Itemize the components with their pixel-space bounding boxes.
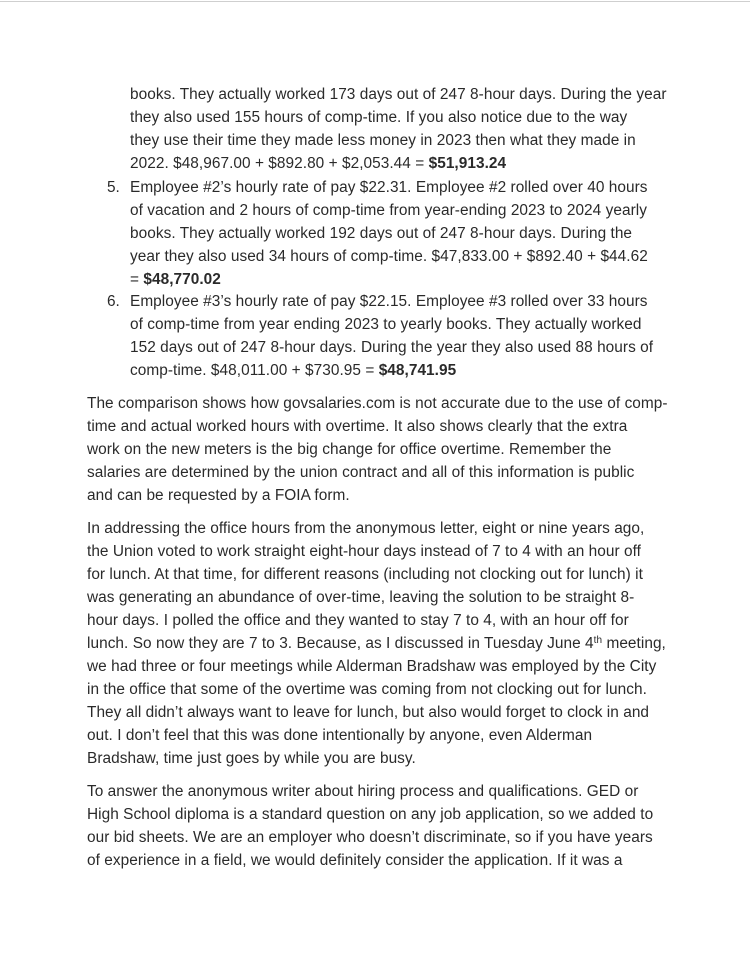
text-line: books. They actually worked 192 days out of 247 8-hour days. During the [130,225,633,242]
text-line: The comparison shows how govsalaries.com is not accurate due to the use of comp- [87,395,668,412]
text-line: High School diploma is a standard question on any job application, so we added to [87,806,654,823]
text-line: To answer the anonymous writer about hiring process and qualifications. GED or [87,783,639,800]
text-line: hour days. I polled the office and they wanted to stay 7 to 4, with an hour off for [87,612,629,629]
text-line: Bradshaw, time just goes by while you are busy. [87,750,416,767]
text-line: In addressing the office hours from the anonymous letter, eight or nine years ago, [87,520,645,537]
text-line: books. They actually worked 173 days out of 247 8-hour days. During the year [130,86,667,103]
text-line: was generating an abundance of over-time, leaving the solution to be straight 8- [87,589,635,606]
ordinal-superscript: th [593,635,603,646]
text-line [130,360,456,382]
text-line: out. I don’t feel that this was done intentionally by anyone, even Alderman [87,727,593,744]
text-segment: meeting, [602,635,666,652]
text-line: they use their time they made less money in 2023 then what they made in [130,132,636,149]
text-line: in the office that some of the overtime was coming from not clocking out for lunch. [87,681,647,698]
total-amount: $51,913.24 [428,155,507,172]
text-line: time and actual worked hours with overtime. It also shows clearly that the extra [87,418,628,435]
text-line: for lunch. At that time, for different reasons (including not clocking out for lunch) it [87,566,643,583]
list-number: 6. [107,293,120,310]
calculation-text: comp-time. $48,011.00 + $730.95 = [130,362,379,379]
text-line [130,153,506,175]
text-line [87,633,666,655]
text-line: of experience in a field, we would definitely consider the application. If it was a [87,852,623,869]
text-line: the Union voted to work straight eight-hour days instead of 7 to 4 with an hour off [87,543,641,560]
text-line: we had three or four meetings while Alderman Bradshaw was employed by the City [87,658,657,675]
text-line: and can be requested by a FOIA form. [87,487,350,504]
text-line: Employee #2’s hourly rate of pay $22.31. Employee #2 rolled over 40 hours [130,179,648,196]
calculation-text: 2022. $48,967.00 + $892.80 + $2,053.44 = [130,155,429,172]
text-line: they also used 155 hours of comp-time. If you also notice due to the way [130,109,628,126]
text-line: They all didn’t always want to leave for lunch, but also would forget to clock in and [87,704,650,721]
text-line: year they also used 34 hours of comp-time. $47,833.00 + $892.40 + $44.62 [130,248,648,265]
text-line: our bid sheets. We are an employer who doesn’t discriminate, so if you have years [87,829,653,846]
total-amount: $48,770.02 [143,271,221,288]
calculation-text: = [130,271,144,288]
text-line: salaries are determined by the union contract and all of this information is public [87,464,635,481]
list-number: 5. [107,179,120,196]
text-line: 152 days out of 247 8-hour days. During the year they also used 88 hours of [130,339,654,356]
text-line: of comp-time from year ending 2023 to yearly books. They actually worked [130,316,642,333]
text-segment: lunch. So now they are 7 to 3. Because, as I discussed in Tuesday June 4 [87,635,594,652]
total-amount: $48,741.95 [378,362,457,379]
text-line: Employee #3’s hourly rate of pay $22.15. Employee #3 rolled over 33 hours [130,293,648,310]
text-line [130,269,221,291]
text-line: of vacation and 2 hours of comp-time from year-ending 2023 to 2024 yearly [130,202,647,219]
text-line: work on the new meters is the big change for office overtime. Remember the [87,441,612,458]
